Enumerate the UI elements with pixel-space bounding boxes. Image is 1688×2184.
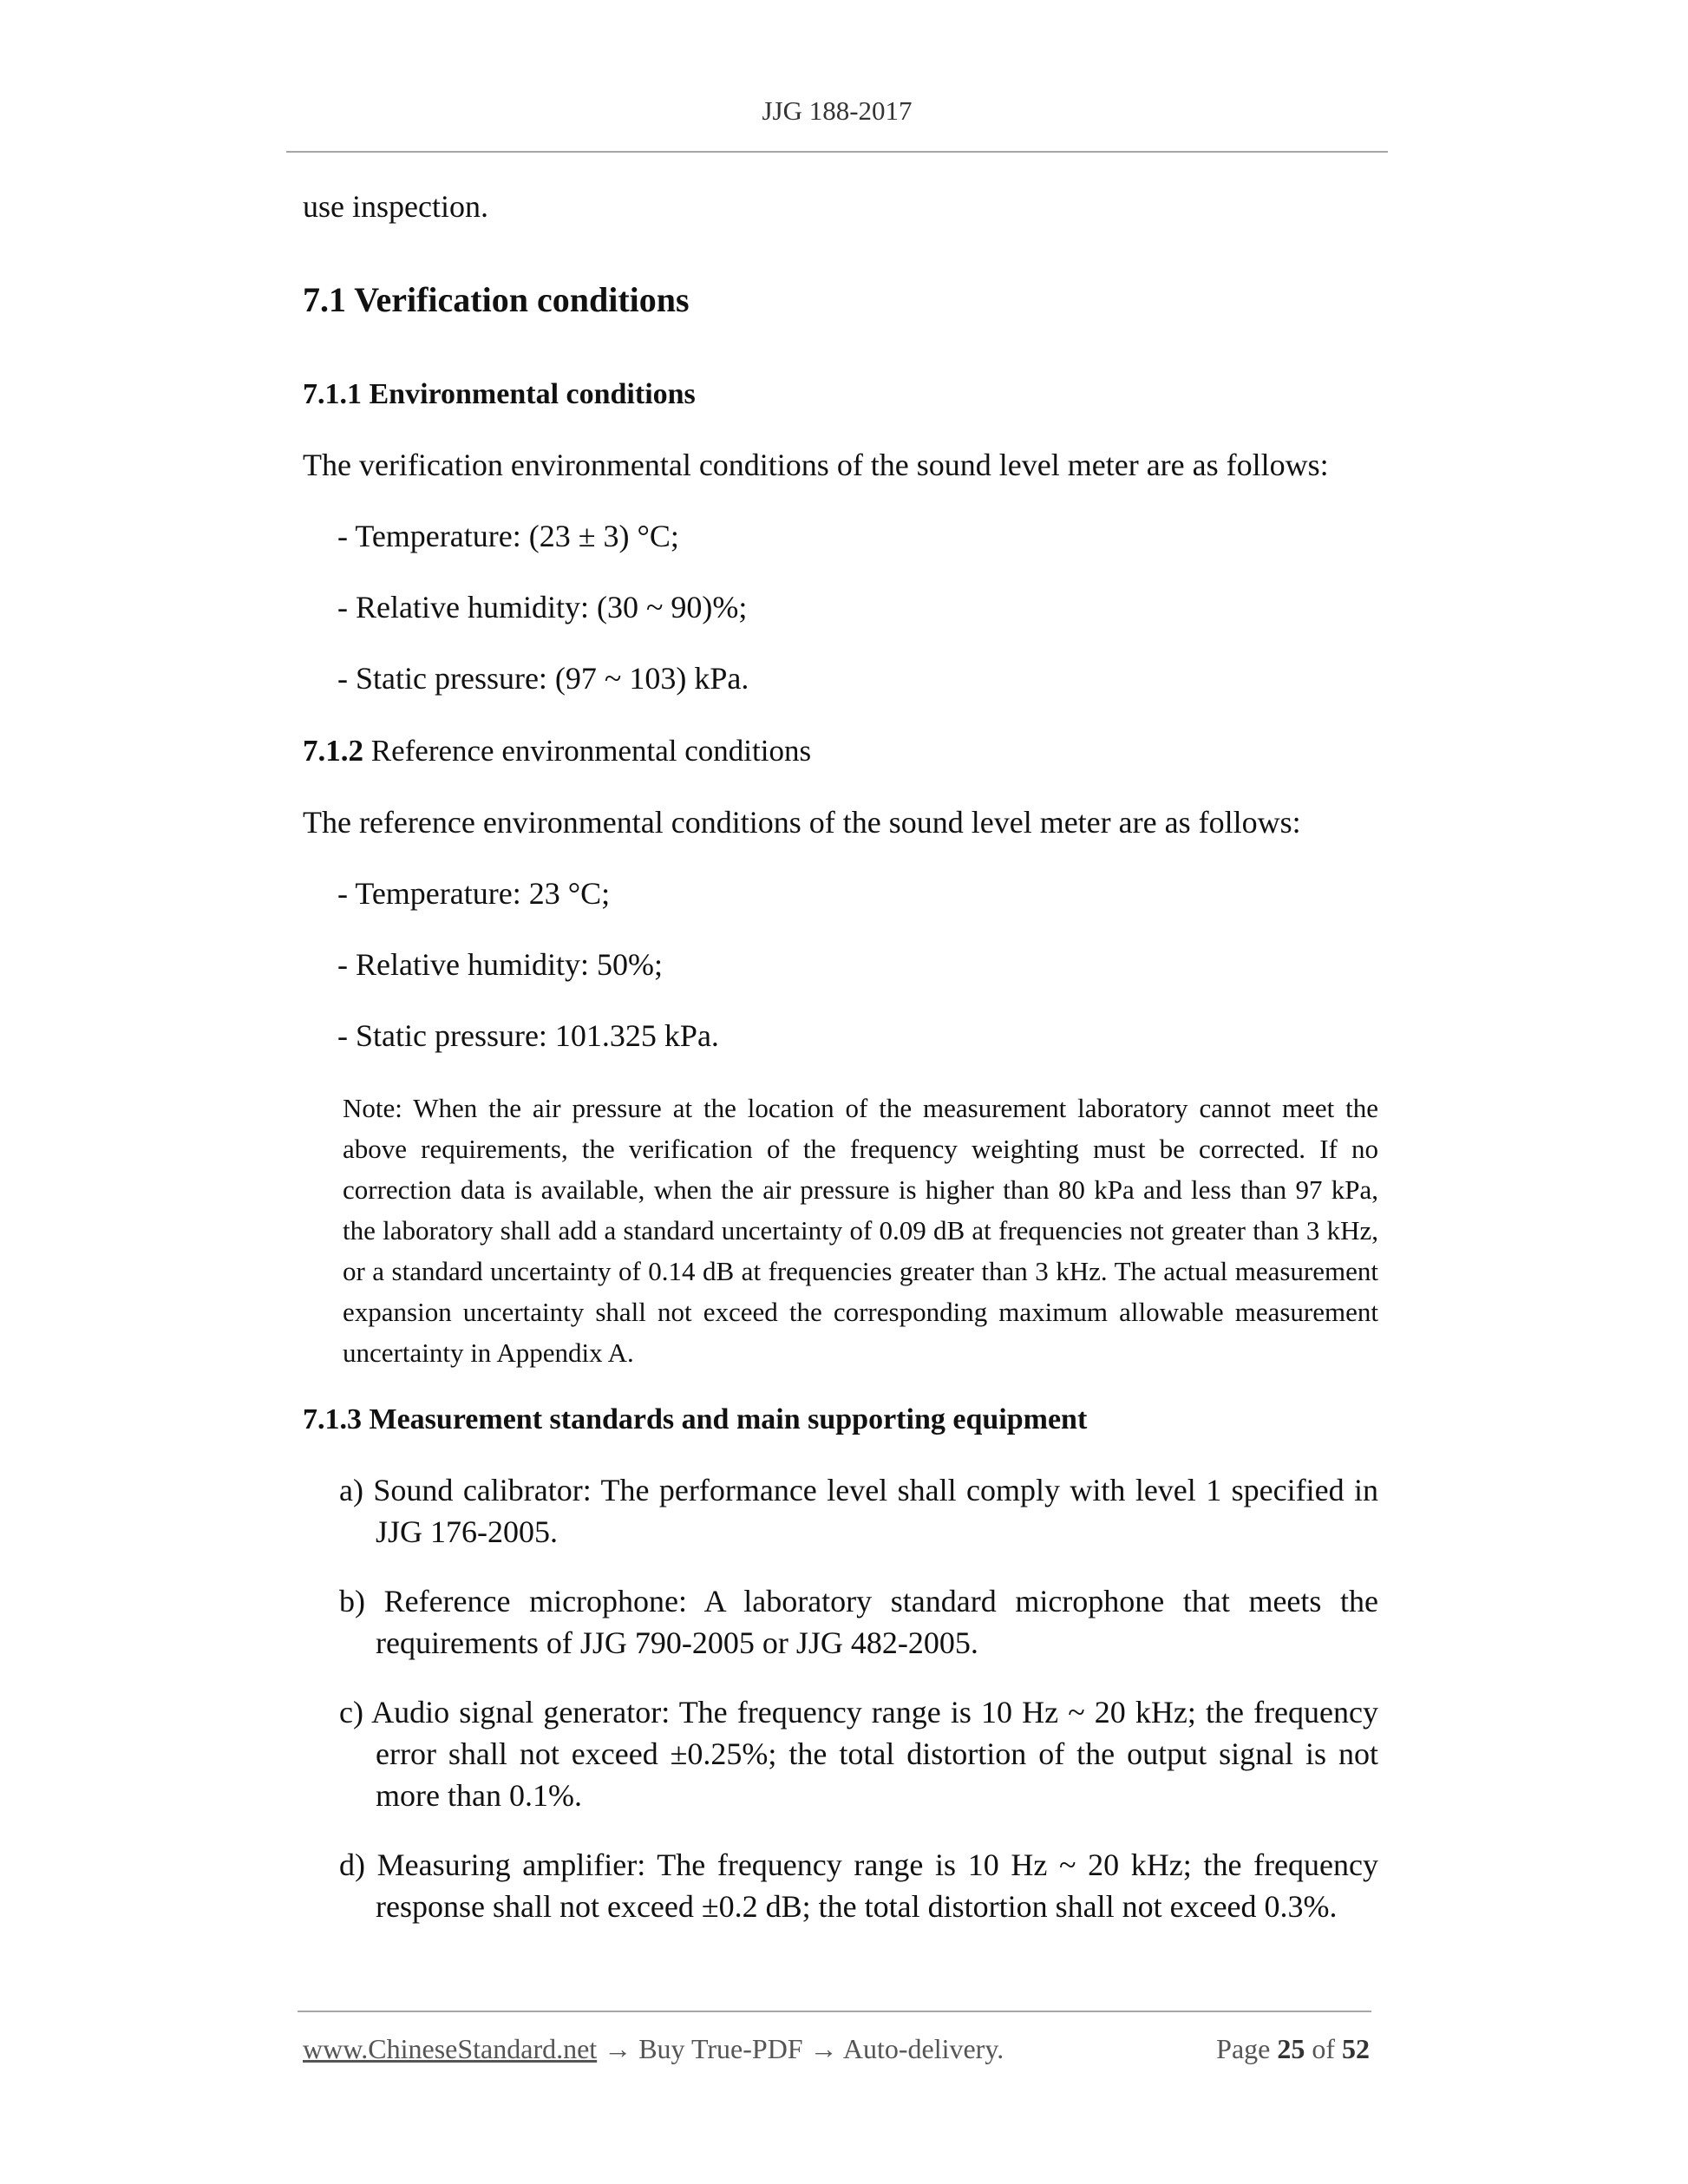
arrow-icon: → [604,2033,632,2064]
buy-text: Buy True-PDF [638,2033,803,2064]
page-header [286,95,1388,127]
delivery-text: Auto-delivery. [842,2033,1004,2064]
equipment-item-a: a) Sound calibrator: The performance level shall comply with level 1 specified in JJG 176-2005. [339,1473,1378,1549]
section-heading-7-1-1: 7.1.1 Environmental conditions [303,378,696,410]
list-item: - Static pressure: 101.325 kPa. [337,1018,719,1053]
page-footer [303,2030,1370,2068]
list-item: - Relative humidity: (30 ~ 90)%; [337,590,748,624]
list-item: - Static pressure: (97 ~ 103) kPa. [337,661,749,696]
page-indicator [1216,2030,1370,2068]
total-pages: 52 [1342,2033,1370,2064]
list-item: - Temperature: (23 ± 3) °C; [337,519,679,553]
website-link[interactable]: www.ChineseStandard.net [303,2033,598,2064]
arrow-icon: → [809,2033,838,2064]
section-number: 7.1.2 [303,734,363,768]
continuation-text: use inspection. [303,189,488,224]
section-heading-7-1-3: 7.1.3 Measurement standards and main supporting equipment [303,1403,1088,1435]
header-divider [286,151,1388,153]
document-code: JJG 188-2017 [762,95,913,126]
reference-conditions-intro: The reference environmental conditions of the sound level meter are as follows: [303,805,1301,840]
equipment-item-c: c) Audio signal generator: The frequency range is 10 Hz ~ 20 kHz; the frequency error shall not exceed ±0.25%; the total distortion of the output signal is not more than 0.1%. [339,1695,1378,1813]
footer-promo [303,2033,1004,2064]
note-paragraph: Note: When the air pressure at the location of the measurement laboratory cannot meet the above requirements, the verification of the frequency weighting must be corrected. If no correction data is available, when the air pressure is higher than 80 kPa and less than 97 kPa, the laboratory shall add a standard uncertainty of 0.09 dB at frequencies not greater than 3 kHz, or a standard uncertainty of 0.14 dB at frequencies greater than 3 kHz. The actual measurement expansion uncertainty shall not exceed the corresponding maximum allowable measurement uncertainty in Appendix A. [343,1093,1378,1368]
footer-divider [298,2011,1371,2012]
equipment-item-b: b) Reference microphone: A laboratory standard microphone that meets the requirements of JJG 790-2005 or JJG 482-2005. [339,1584,1378,1660]
list-item: - Temperature: 23 °C; [337,876,611,911]
list-item: - Relative humidity: 50%; [337,947,663,982]
section-heading-7-1: 7.1 Verification conditions [303,280,690,319]
equipment-item-d: d) Measuring amplifier: The frequency range is 10 Hz ~ 20 kHz; the frequency response shall not exceed ±0.2 dB; the total distortion shall not exceed 0.3%. [339,1847,1378,1924]
section-title: Reference environmental conditions [370,734,812,768]
of-label: of [1312,2033,1335,2064]
page-number: 25 [1277,2033,1305,2064]
env-conditions-intro: The verification environmental conditions of the sound level meter are as follows: [303,448,1329,482]
section-heading-7-1-2 [303,731,1378,771]
page-label: Page [1216,2033,1271,2064]
